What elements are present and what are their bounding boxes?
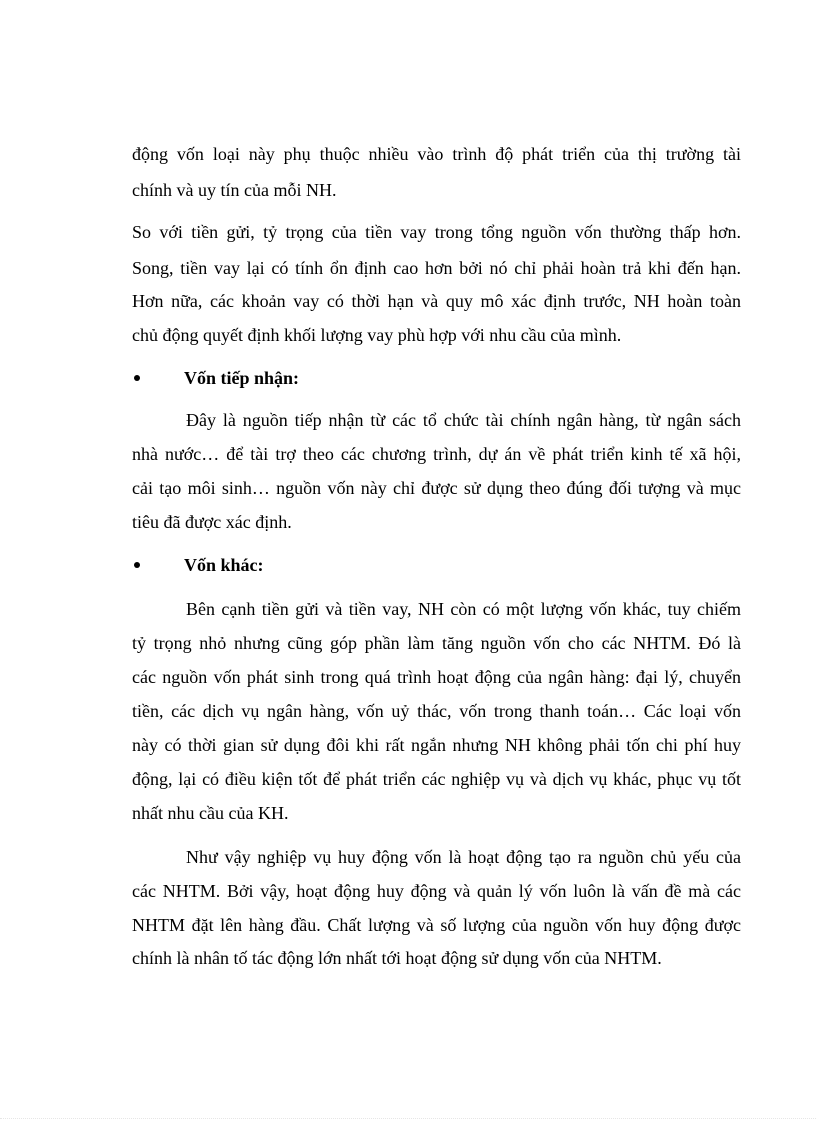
- paragraph-5-line-1: Như vậy nghiệp vụ huy động vốn là hoạt động tạo ra nguồn chủ yếu của: [186, 847, 741, 867]
- paragraph-3-line-1: Đây là nguồn tiếp nhận từ các tổ chức tài chính ngân hàng, từ ngân sách: [186, 410, 741, 430]
- paragraph-2-line-1: So với tiền gửi, tỷ trọng của tiền vay trong tổng nguồn vốn thường thấp hơn.: [132, 222, 741, 242]
- paragraph-4-line-2: tỷ trọng nhỏ nhưng cũng góp phần làm tăng nguồn vốn cho các NHTM. Đó là: [132, 633, 741, 653]
- paragraph-4-line-3: các nguồn vốn phát sinh trong quá trình hoạt động của ngân hàng: đại lý, chuyển: [132, 667, 741, 687]
- paragraph-5-line-2: các NHTM. Bởi vậy, hoạt động huy động và quản lý vốn luôn là vấn đề mà các: [132, 881, 741, 901]
- bullet-von-khac: [132, 553, 741, 577]
- paragraph-4-line-1: Bên cạnh tiền gửi và tiền vay, NH còn có một lượng vốn khác, tuy chiếm: [186, 599, 741, 619]
- paragraph-5-line-3: NHTM đặt lên hàng đầu. Chất lượng và số lượng của nguồn vốn huy động được: [132, 915, 741, 935]
- paragraph-2-line-4: chủ động quyết định khối lượng vay phù hợp với nhu cầu của mình.: [132, 325, 622, 345]
- page-bottom-rule: [0, 1118, 816, 1119]
- paragraph-3-line-4: tiêu đã được xác định.: [132, 512, 292, 532]
- paragraph-3-line-3: cải tạo môi sinh… nguồn vốn này chỉ được sử dụng theo đúng đối tượng và mục: [132, 478, 741, 498]
- paragraph-2-line-2: Song, tiền vay lại có tính ổn định cao hơn bởi nó chỉ phải hoàn trả khi đến hạn.: [132, 258, 741, 278]
- paragraph-3-line-2: nhà nước… để tài trợ theo các chương trình, dự án về phát triển kinh tế xã hội,: [132, 444, 741, 464]
- paragraph-4-line-5: này có thời gian sử dụng đôi khi rất ngắn nhưng NH không phải tốn chi phí huy: [132, 735, 741, 755]
- bullet-heading: Vốn khác:: [184, 555, 264, 575]
- paragraph-1-line-2: chính và uy tín của mỗi NH.: [132, 180, 337, 200]
- paragraph-4-line-4: tiền, các dịch vụ ngân hàng, vốn uỷ thác, vốn trong thanh toán… Các loại vốn: [132, 701, 741, 721]
- paragraph-4-line-7: nhất nhu cầu của KH.: [132, 803, 289, 823]
- bullet-von-tiep-nhan: [132, 366, 741, 390]
- paragraph-1-line-1: động vốn loại này phụ thuộc nhiều vào trình độ phát triển của thị trường tài: [132, 144, 741, 164]
- bullet-heading: Vốn tiếp nhận:: [184, 368, 300, 388]
- paragraph-4-line-6: động, lại có điều kiện tốt để phát triển các nghiệp vụ và dịch vụ khác, phục vụ tốt: [132, 769, 741, 789]
- paragraph-5-line-4: chính là nhân tố tác động lớn nhất tới hoạt động sử dụng vốn của NHTM.: [132, 948, 662, 968]
- paragraph-2-line-3: Hơn nữa, các khoản vay có thời hạn và quy mô xác định trước, NH hoàn toàn: [132, 291, 741, 311]
